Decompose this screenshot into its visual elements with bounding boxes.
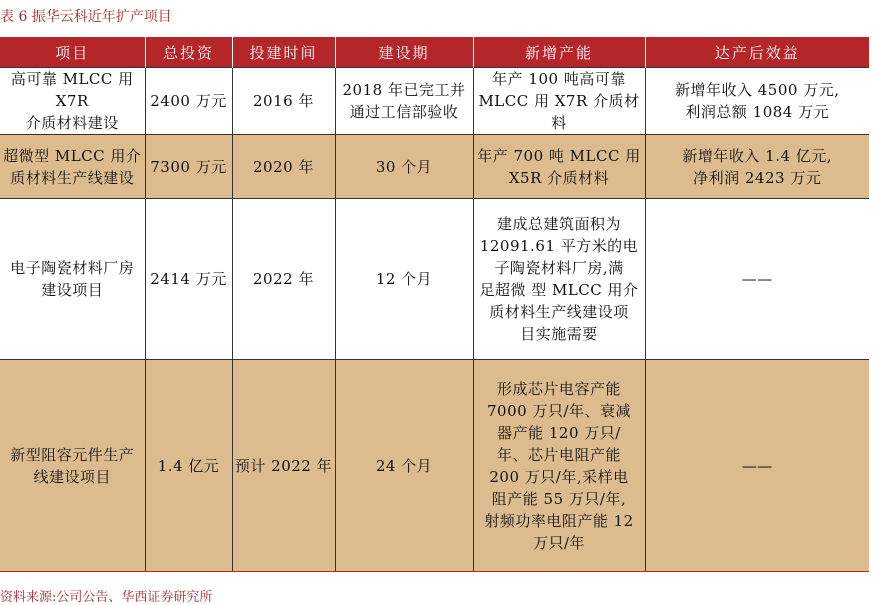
source-note: 资料来源:公司公告、华西证券研究所: [0, 590, 213, 605]
cell-project: 新型阻容元件生产 线建设项目: [0, 360, 145, 572]
cell-investment: 7300 万元: [145, 135, 232, 199]
cell-construction-period: 2018 年已完工并 通过工信部验收: [335, 68, 473, 135]
table-row: [0, 199, 869, 360]
cell-start-time: 预计 2022 年: [232, 360, 335, 572]
cell-benefit: 新增年收入 4500 万元, 利润总额 1084 万元: [645, 68, 869, 135]
table-header-row: [0, 37, 869, 68]
header-benefit: 达产后效益: [645, 37, 869, 68]
header-investment: 总投资: [145, 37, 232, 68]
cell-new-capacity: 建成总建筑面积为 12091.61 平方米的电 子陶瓷材料厂房,满 足超微 型 MLCC 用介 质材料生产线建设项 目实施需要: [473, 199, 645, 360]
cell-benefit: ——: [645, 199, 869, 360]
cell-benefit: 新增年收入 1.4 亿元, 净利润 2423 万元: [645, 135, 869, 199]
table-row: [0, 135, 869, 199]
cell-start-time: 2022 年: [232, 199, 335, 360]
cell-start-time: 2016 年: [232, 68, 335, 135]
cell-investment: 2400 万元: [145, 68, 232, 135]
cell-new-capacity: 年产 100 吨高可靠 MLCC 用 X7R 介质材料: [473, 68, 645, 135]
cell-construction-period: 24 个月: [335, 360, 473, 572]
table-title: 表 6 振华云科近年扩产项目: [0, 9, 172, 25]
header-start-time: 投建时间: [232, 37, 335, 68]
table-row: [0, 68, 869, 135]
header-new-capacity: 新增产能: [473, 37, 645, 68]
header-project: 项目: [0, 37, 145, 68]
cell-project: 高可靠 MLCC 用 X7R 介质材料建设: [0, 68, 145, 135]
table-row: [0, 360, 869, 572]
expansion-projects-table: [0, 37, 869, 572]
cell-construction-period: 12 个月: [335, 199, 473, 360]
cell-project: 超微型 MLCC 用介 质材料生产线建设: [0, 135, 145, 199]
header-construction-period: 建设期: [335, 37, 473, 68]
cell-investment: 1.4 亿元: [145, 360, 232, 572]
cell-construction-period: 30 个月: [335, 135, 473, 199]
cell-start-time: 2020 年: [232, 135, 335, 199]
cell-project: 电子陶瓷材料厂房 建设项目: [0, 199, 145, 360]
cell-investment: 2414 万元: [145, 199, 232, 360]
cell-benefit: ——: [645, 360, 869, 572]
cell-new-capacity: 形成芯片电容产能 7000 万只/年、衰减 器产能 120 万只/ 年、芯片电阻产能 200 万只/年,采样电 阻产能 55 万只/年, 射频功率电阻产能 12 万只/年: [473, 360, 645, 572]
cell-new-capacity: 年产 700 吨 MLCC 用 X5R 介质材料: [473, 135, 645, 199]
